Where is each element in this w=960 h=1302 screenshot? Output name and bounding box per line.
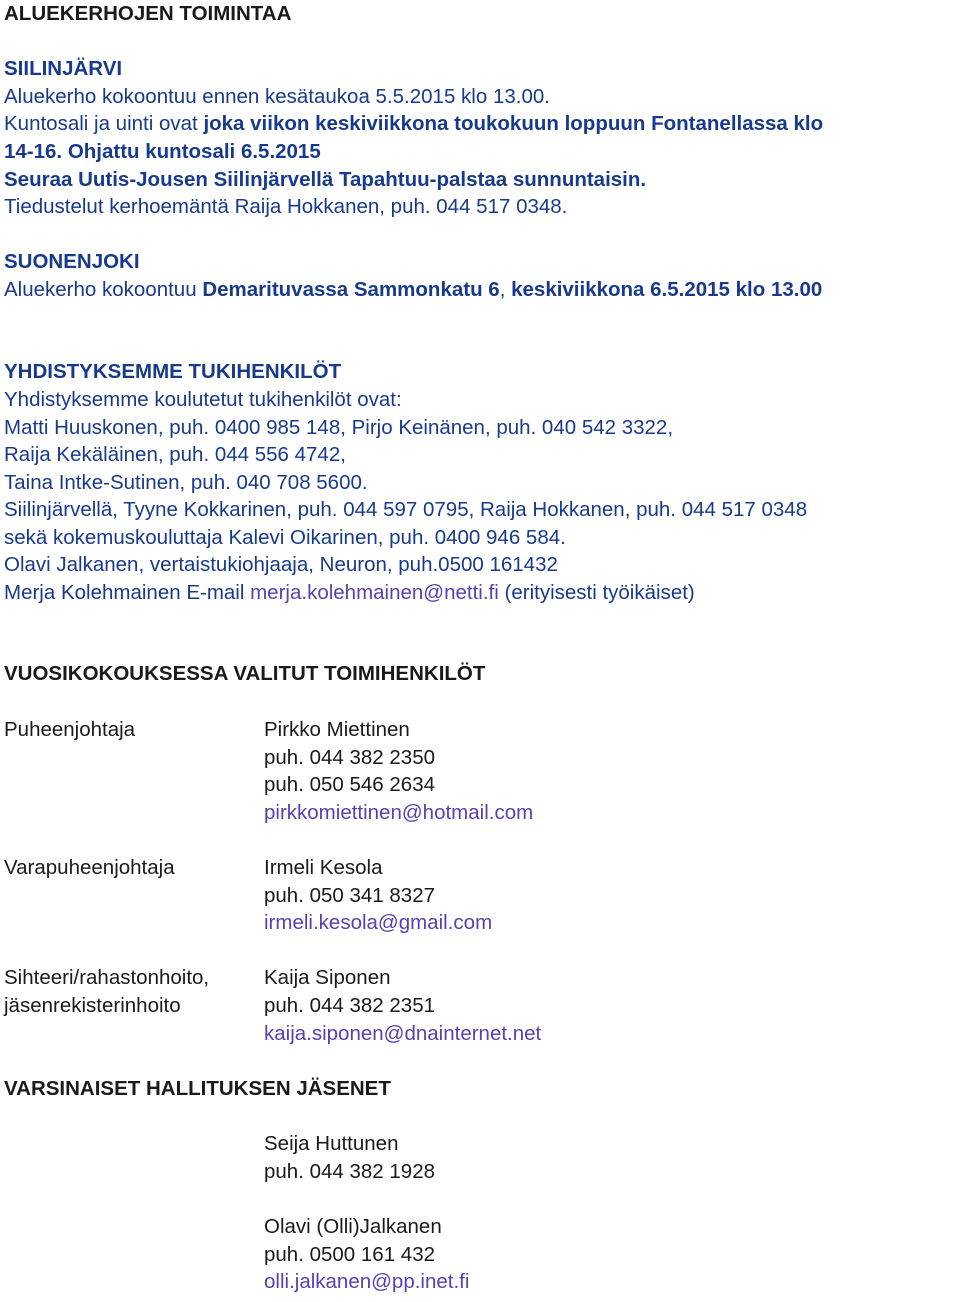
chair-name: Pirkko Miettinen bbox=[264, 718, 410, 741]
member-2-phone: puh. 0500 161 432 bbox=[264, 1243, 435, 1266]
merja-note: (erityisesti työikäiset) bbox=[498, 581, 695, 604]
siilinjarvi-line-2b: joka viikon keskiviikkona toukokuun loppuun Fontanellassa klo bbox=[203, 112, 824, 135]
siilinjarvi-line-2 bbox=[4, 112, 823, 136]
tukihenkilot-line: Raija Kekäläinen, puh. 044 556 4742, bbox=[4, 443, 346, 466]
suonenjoki-line-1a: Aluekerho kokoontuu bbox=[4, 278, 203, 301]
member-2-email-link[interactable]: olli.jalkanen@pp.inet.fi bbox=[264, 1270, 470, 1293]
siilinjarvi-line-4: Seuraa Uutis-Jousen Siilinjärvellä Tapahtuu-palstaa sunnuntaisin. bbox=[4, 168, 647, 191]
member-1-phone: puh. 044 382 1928 bbox=[264, 1160, 435, 1183]
vice-chair-name: Irmeli Kesola bbox=[264, 856, 383, 879]
secretary-email-link[interactable]: kaija.siponen@dnainternet.net bbox=[264, 1022, 542, 1045]
siilinjarvi-line-2a: Kuntosali ja uinti ovat bbox=[4, 112, 204, 135]
suonenjoki-time: keskiviikkona 6.5.2015 klo 13.00 bbox=[511, 278, 823, 301]
tukihenkilot-merja-line bbox=[4, 581, 695, 605]
merja-label: Merja Kolehmainen E-mail bbox=[4, 581, 251, 604]
tukihenkilot-line: Olavi Jalkanen, vertaistukiohjaaja, Neuron, puh.0500 161432 bbox=[4, 553, 558, 576]
siilinjarvi-line-5: Tiedustelut kerhoemäntä Raija Hokkanen, puh. 044 517 0348. bbox=[4, 195, 568, 218]
hallitus-heading: VARSINAISET HALLITUKSEN JÄSENET bbox=[4, 1077, 391, 1100]
siilinjarvi-heading: SIILINJÄRVI bbox=[4, 57, 123, 80]
page-title: ALUEKERHOJEN TOIMINTAA bbox=[4, 2, 292, 25]
secretary-role-2: jäsenrekisterinhoito bbox=[4, 994, 181, 1017]
chair-email-link[interactable]: pirkkomiettinen@hotmail.com bbox=[264, 801, 534, 824]
suonenjoki-sep: , bbox=[499, 278, 512, 301]
member-1-name: Seija Huttunen bbox=[264, 1132, 399, 1155]
siilinjarvi-line-1: Aluekerho kokoontuu ennen kesätaukoa 5.5.2015 klo 13.00. bbox=[4, 85, 550, 108]
tukihenkilot-line: sekä kokemuskouluttaja Kalevi Oikarinen, puh. 0400 946 584. bbox=[4, 526, 566, 549]
member-2-name: Olavi (Olli)Jalkanen bbox=[264, 1215, 442, 1238]
secretary-role-1: Sihteeri/rahastonhoito, bbox=[4, 966, 210, 989]
chair-phone-1: puh. 044 382 2350 bbox=[264, 746, 435, 769]
tukihenkilot-line: Taina Intke-Sutinen, puh. 040 708 5600. bbox=[4, 471, 368, 494]
tukihenkilot-line: Siilinjärvellä, Tyyne Kokkarinen, puh. 044 597 0795, Raija Hokkanen, puh. 044 517 0348 bbox=[4, 498, 808, 521]
suonenjoki-place: Demarituvassa Sammonkatu 6 bbox=[202, 278, 500, 301]
vice-chair-phone: puh. 050 341 8327 bbox=[264, 884, 435, 907]
secretary-phone: puh. 044 382 2351 bbox=[264, 994, 435, 1017]
siilinjarvi-line-3: 14-16. Ohjattu kuntosali 6.5.2015 bbox=[4, 140, 321, 163]
chair-role: Puheenjohtaja bbox=[4, 718, 136, 741]
chair-phone-2: puh. 050 546 2634 bbox=[264, 773, 435, 796]
tukihenkilot-line: Matti Huuskonen, puh. 0400 985 148, Pirjo Keinänen, puh. 040 542 3322, bbox=[4, 416, 674, 439]
merja-email-link[interactable]: merja.kolehmainen@netti.fi bbox=[250, 581, 499, 604]
tukihenkilot-line: Yhdistyksemme koulutetut tukihenkilöt ovat: bbox=[4, 388, 402, 411]
tukihenkilot-heading: YHDISTYKSEMME TUKIHENKILÖT bbox=[4, 360, 342, 383]
suonenjoki-heading: SUONENJOKI bbox=[4, 250, 140, 273]
secretary-name: Kaija Siponen bbox=[264, 966, 391, 989]
toimihenkilot-heading: VUOSIKOKOUKSESSA VALITUT TOIMIHENKILÖT bbox=[4, 662, 486, 685]
suonenjoki-line-1 bbox=[4, 278, 822, 302]
vice-chair-email-link[interactable]: irmeli.kesola@gmail.com bbox=[264, 911, 493, 934]
vice-chair-role: Varapuheenjohtaja bbox=[4, 856, 175, 879]
